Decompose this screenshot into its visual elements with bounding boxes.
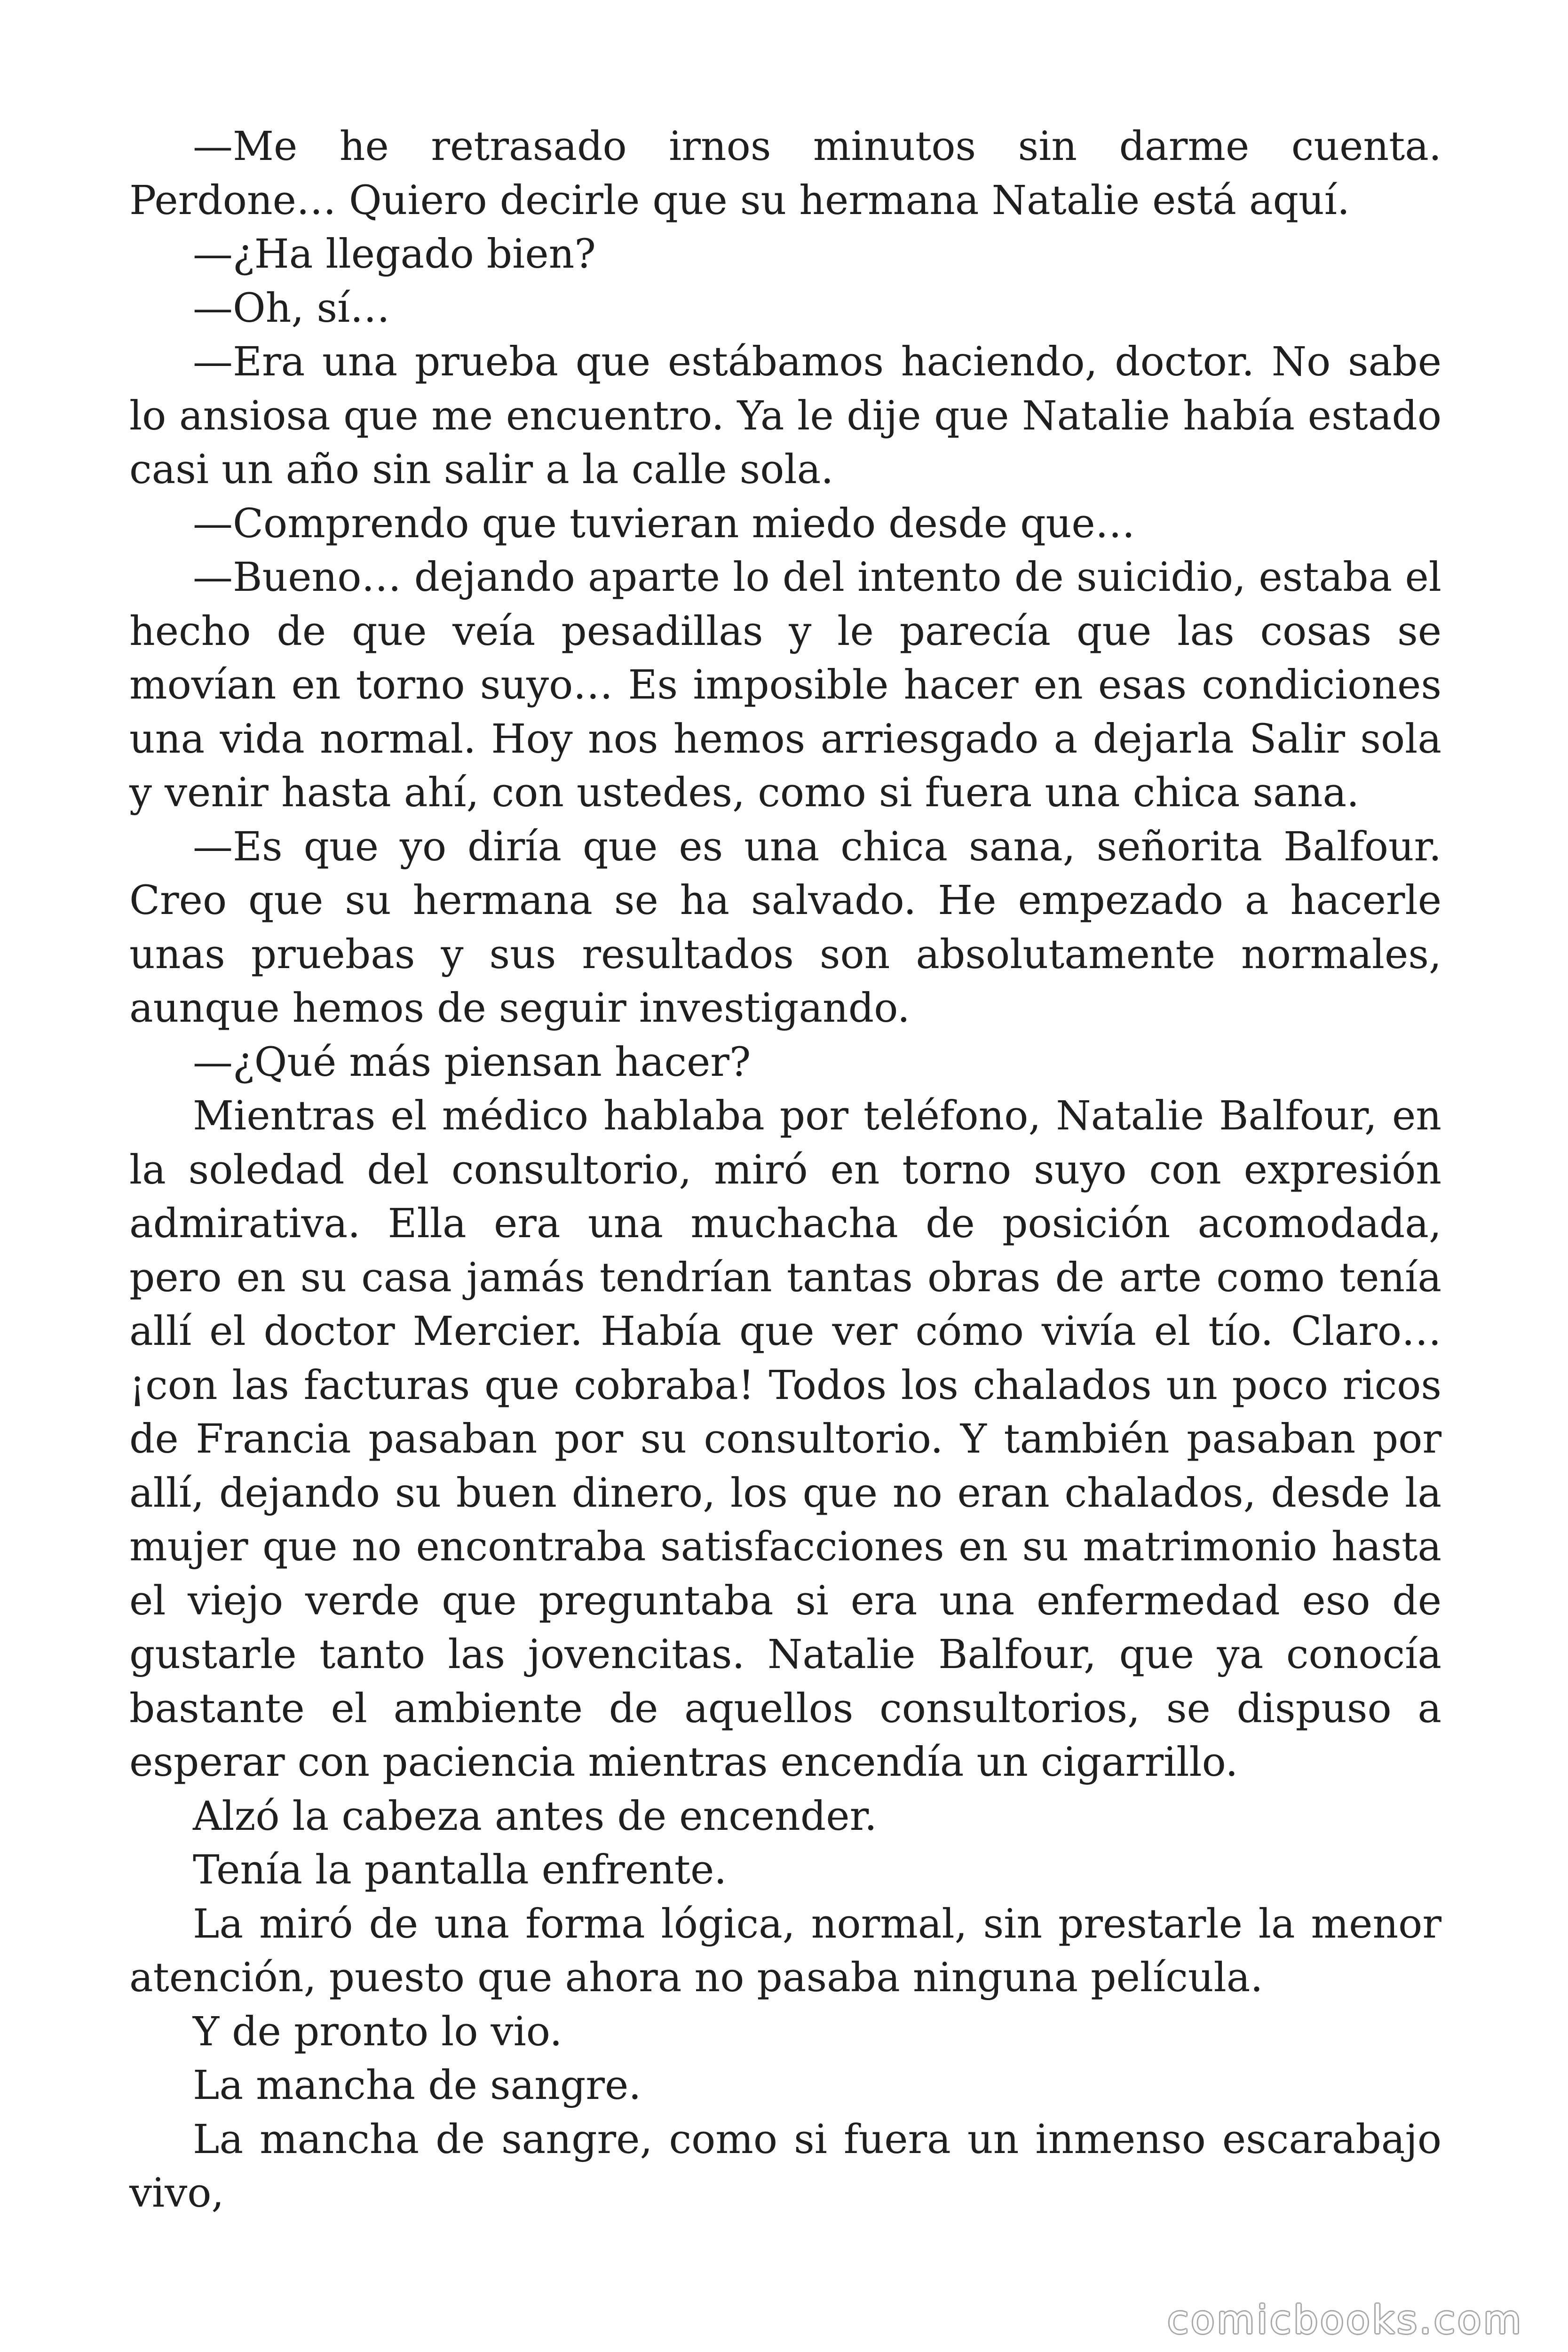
- paragraph: La mancha de sangre.: [193, 2062, 641, 2109]
- paragraph: —¿Ha llegado bien?: [193, 231, 596, 278]
- paragraph: Mientras el médico hablaba por teléfono, Natalie Balfour, en la soledad del consultorio, miró en torno suyo con expresión admirativa. Ella era una muchacha de posición acomodada, pero en su casa jamás tendrían tantas obras de arte como tenía allí el doctor Mercier. Había que ver cómo vivía el tío. Claro… ¡con las facturas que cobraba! Todos los chalados un poco ricos de Francia pasaban por su consultorio. Y también pasaban por allí, dejando su buen dinero, los que no eran chalados, desde la mujer que no encontraba satisfacciones en su matrimonio hasta el viejo verde que preguntaba si era una enfermedad eso de gustarle tanto las jovencitas. Natalie Balfour, que ya conocía bastante el ambiente de aquellos consultorios, se dispuso a esperar con paciencia mientras encendía un cigarrillo.: [129, 1093, 1441, 1786]
- paragraph: —¿Qué más piensan hacer?: [193, 1039, 751, 1086]
- watermark: comicbooks.com: [1167, 2298, 1523, 2343]
- paragraph: La miró de una forma lógica, normal, sin prestarle la menor atención, puesto que ahora no pasaba ninguna película.: [129, 1900, 1441, 2001]
- paragraph: Tenía la pantalla enfrente.: [193, 1847, 727, 1893]
- paragraph: —Me he retrasado irnos minutos sin darme cuenta. Perdone… Quiero decirle que su hermana Natalie está aquí.: [129, 123, 1441, 224]
- paragraph: —Oh, sí…: [193, 285, 390, 332]
- body-text: [129, 120, 1441, 2221]
- paragraph: —Era una prueba que estábamos haciendo, doctor. No sabe lo ansiosa que me encuentro. Ya le dije que Natalie había estado casi un año sin salir a la calle sola.: [129, 339, 1441, 493]
- paragraph: Y de pronto lo vio.: [193, 2008, 562, 2055]
- paragraph: Alzó la cabeza antes de encender.: [193, 1793, 877, 1840]
- paragraph: —Es que yo diría que es una chica sana, señorita Balfour. Creo que su hermana se ha salvado. He empezado a hacerle unas pruebas y sus resultados son absolutamente normales, aunque hemos de seguir investigando.: [129, 823, 1441, 1032]
- paragraph: —Bueno… dejando aparte lo del intento de suicidio, estaba el hecho de que veía pesadillas y le parecía que las cosas se movían en torno suyo… Es imposible hacer en esas condiciones una vida normal. Hoy nos hemos arriesgado a dejarla Salir sola y venir hasta ahí, con ustedes, como si fuera una chica sana.: [129, 554, 1441, 816]
- paragraph: La mancha de sangre, como si fuera un inmenso escarabajo vivo,: [129, 2116, 1441, 2217]
- paragraph: —Comprendo que tuvieran miedo desde que…: [193, 500, 1135, 547]
